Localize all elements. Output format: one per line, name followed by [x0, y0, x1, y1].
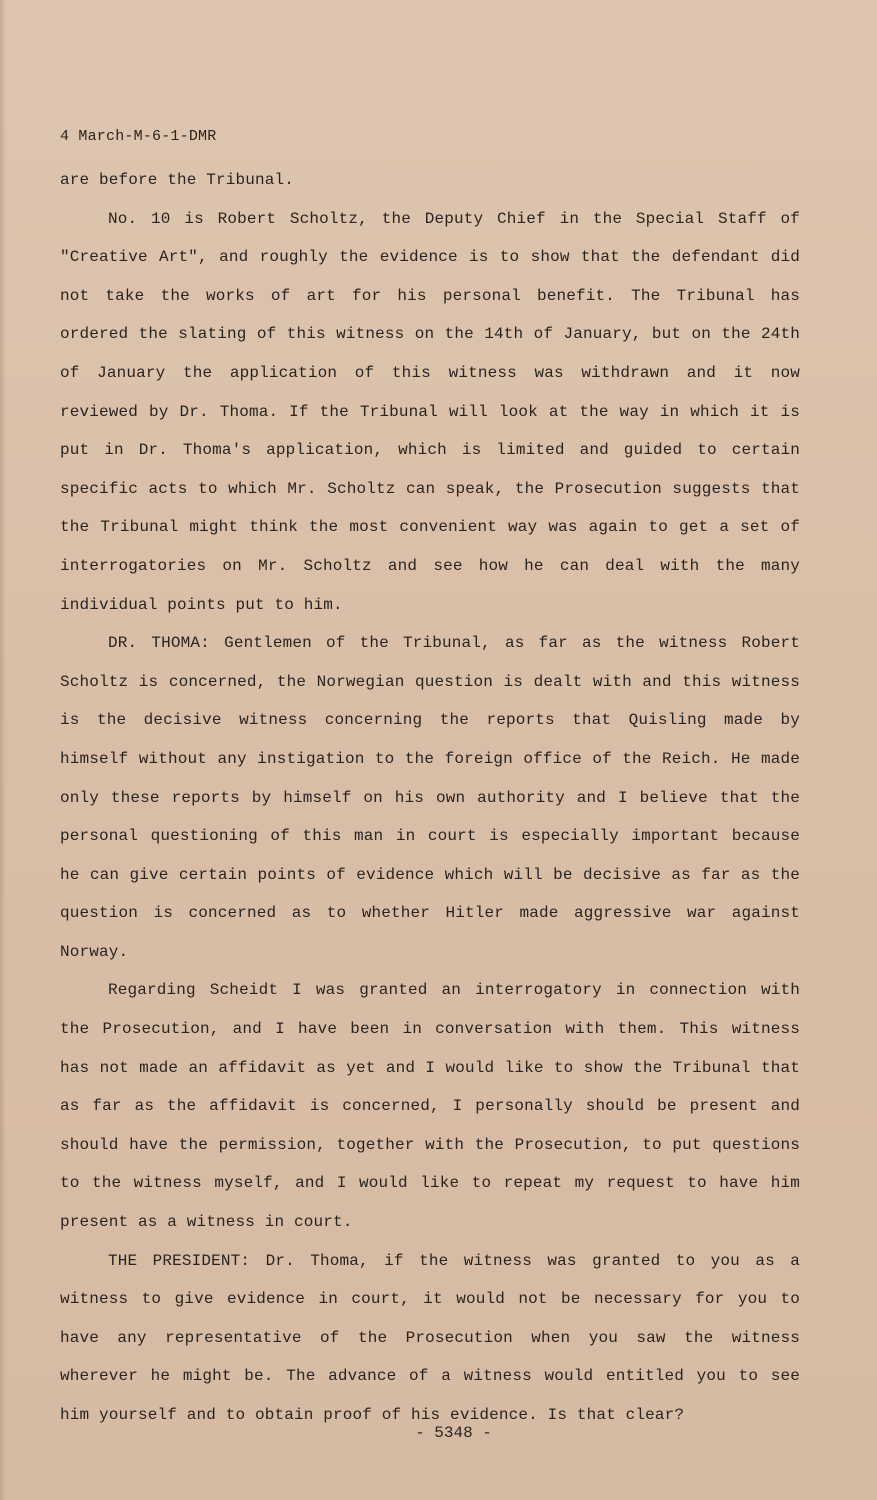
transcript-body [60, 161, 800, 1435]
paragraph-continuation: are before the Tribunal. [60, 171, 295, 189]
paragraph-scholtz-prosecution: No. 10 is Robert Scholtz, the Deputy Chief in the Special Staff of "Creative Art", and roughly the evidence is to show that the defendant did not take the works of art for his personal benefit. The Tribunal has ordered the slating of this witness on the 14th of January, but on the 24th of January the application of this witness was withdrawn and it now reviewed by Dr. Thoma. If the Tribunal will look at the way in which it is put in Dr. Thoma's application, which is limited and guided to certain specific acts to which Mr. Scholtz can speak, the Prosecution suggests that the Tribunal might think the most convenient way was again to get a set of interrogatories on Mr. Scholtz and see how he can deal with the many individual points put to him. [60, 209, 800, 614]
page-number: - 5348 - [415, 1424, 492, 1442]
paragraph-president: THE PRESIDENT: Dr. Thoma, if the witness was granted to you as a witness to give evidence in court, it would not be necessary for you to have any representative of the Prosecution when you saw the witness wherever he might be. The advance of a witness would entitled you to see him yourself and to obtain proof of his evidence. Is that clear? [60, 1251, 800, 1424]
document-reference: 4 March-M-6-1-DMR [60, 128, 217, 145]
page-edge-shadow [0, 0, 6, 1500]
paragraph-dr-thoma-scholtz: DR. THOMA: Gentlemen of the Tribunal, as far as the witness Robert Scholtz is concerned, the Norwegian question is dealt with and this witness is the decisive witness concerning the reports that Quisling made by himself without any instigation to the foreign office of the Reich. He made only these reports by himself on his own authority and I believe that the personal questioning of this man in court is especially important because he can give certain points of evidence which will be decisive as far as the question is concerned as to whether Hitler made aggressive war against Norway. [60, 634, 800, 961]
paragraph-dr-thoma-scheidt: Regarding Scheidt I was granted an interrogatory in connection with the Prosecution, and I have been in conversation with them. This witness has not made an affidavit as yet and I would like to show the Tribunal that as far as the affidavit is concerned, I personally should be present and should have the permission, together with the Prosecution, to put questions to the witness myself, and I would like to repeat my request to have him present as a witness in court. [60, 981, 800, 1232]
